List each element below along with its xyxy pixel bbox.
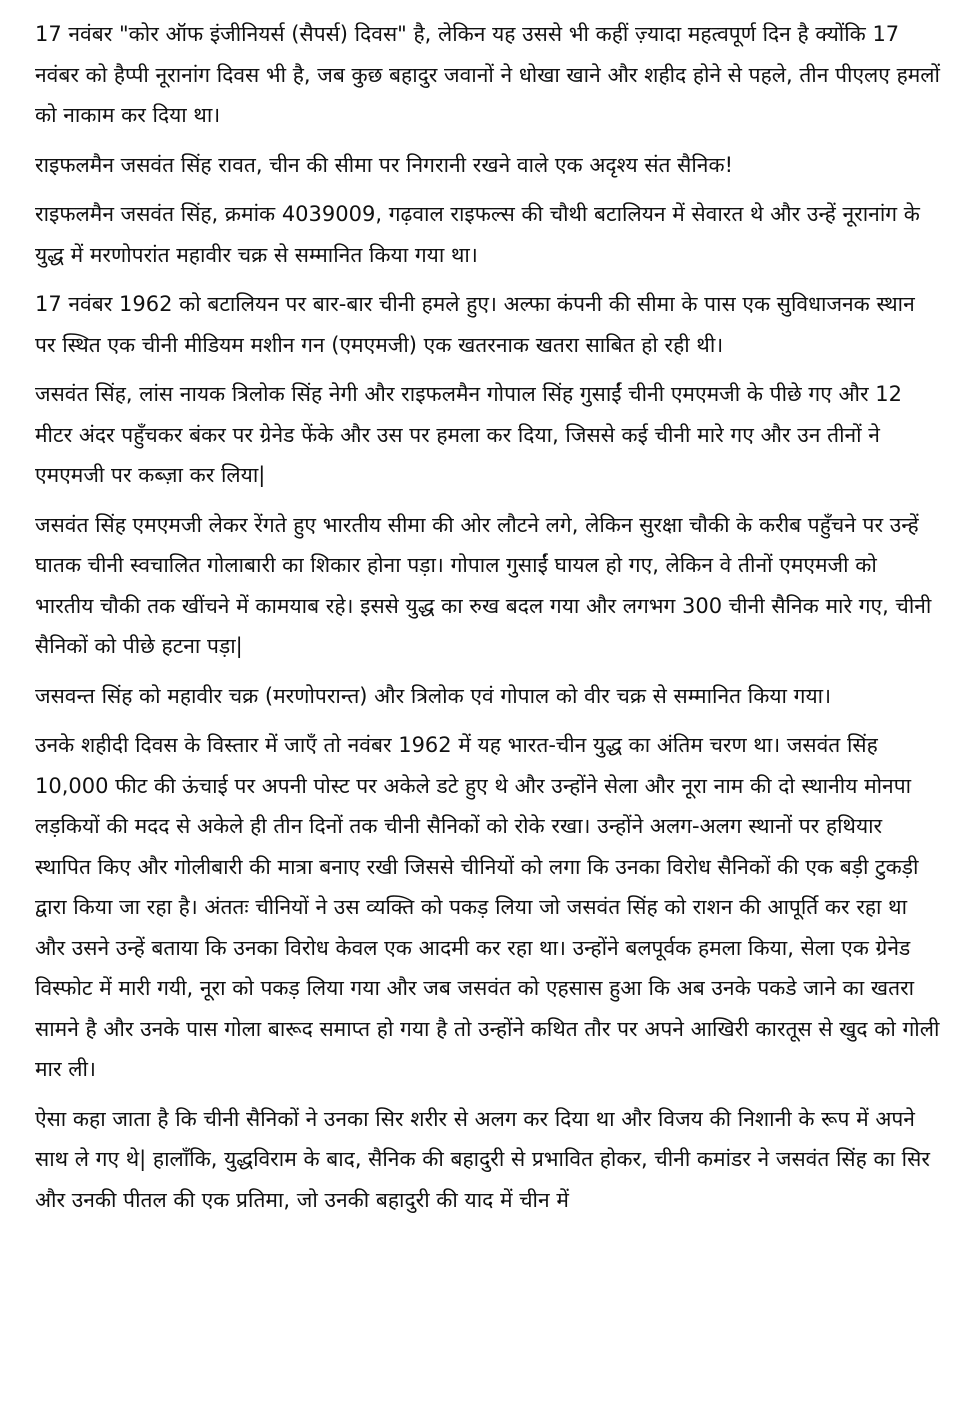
- paragraph-3: राइफलमैन जसवंत सिंह, क्रमांक 4039009, गढ़वाल राइफल्स की चौथी बटालियन में सेवारत थे और उन्हें नूरानांग के युद्ध में मरणोपरांत महावीर चक्र से सम्मानित किया गया था।: [35, 202, 920, 267]
- paragraph-6: जसवंत सिंह एमएमजी लेकर रेंगते हुए भारतीय सीमा की ओर लौटने लगे, लेकिन सुरक्षा चौकी के करीब पहुँचने पर उन्हें घातक चीनी स्वचालित गोलाबारी का शिकार होना पड़ा। गोपाल गुसाईं घायल हो गए, लेकिन वे तीनों एमएमजी को भारतीय चौकी तक खींचने में कामयाब रहे। इससे युद्ध का रुख बदल गया और लगभग 300 चीनी सैनिक मारे गए, चीनी सैनिकों को पीछे हटना पड़ा|: [35, 512, 932, 658]
- paragraph-9: ऐसा कहा जाता है कि चीनी सैनिकों ने उनका सिर शरीर से अलग कर दिया था और विजय की निशानी के रूप में अपने साथ ले गए थे| हालाँकि, युद्धविराम के बाद, सैनिक की बहादुरी से प्रभावित होकर, चीनी कमांडर ने जसवंत सिंह का सिर और उनकी पीतल की एक प्रतिमा, जो उनकी बहादुरी की याद में चीन में: [35, 1106, 930, 1212]
- paragraph-7: जसवन्त सिंह को महावीर चक्र (मरणोपरान्त) और त्रिलोक एवं गोपाल को वीर चक्र से सम्मानित किया गया।: [35, 683, 832, 708]
- paragraph-8: उनके शहीदी दिवस के विस्तार में जाएँ तो नवंबर 1962 में यह भारत-चीन युद्ध का अंतिम चरण था। जसवंत सिंह 10,000 फीट की ऊंचाई पर अपनी पोस्ट पर अकेले डटे हुए थे और उन्होंने सेला और नूरा नाम की दो स्थानीय मोनपा लड़कियों की मदद से अकेले ही तीन दिनों तक चीनी सैनिकों को रोके रखा। उन्होंने अलग-अलग स्थानों पर हथियार स्थापित किए और गोलीबारी की मात्रा बनाए रखी जिससे चीनियों को लगा कि उनका विरोध सैनिकों की एक बड़ी टुकड़ी द्वारा किया जा रहा है। अंततः चीनियों ने उस व्यक्ति को पकड़ लिया जो जसवंत सिंह को राशन की आपूर्ति कर रहा था और उसने उन्हें बताया कि उनका विरोध केवल एक आदमी कर रहा था। उन्होंने बलपूर्वक हमला किया, सेला एक ग्रेनेड विस्फोट में मारी गयी, नूरा को पकड़ लिया गया और जब जसवंत को एहसास हुआ कि अब उनके पकडे जाने का खतरा सामने है और उनके पास गोला बारूद समाप्त हो गया है तो उन्होंने कथित तौर पर अपने आखिरी कारतूस से खुद को गोली मार ली।: [35, 733, 940, 1081]
- document-body: [35, 14, 940, 1229]
- paragraph-2: राइफलमैन जसवंत सिंह रावत, चीन की सीमा पर निगरानी रखने वाले एक अदृश्य संत सैनिक!: [35, 152, 733, 177]
- paragraph-1: 17 नवंबर "कोर ऑफ इंजीनियर्स (सैपर्स) दिवस" है, लेकिन यह उससे भी कहीं ज़्यादा महत्वपूर्ण दिन है क्योंकि 17 नवंबर को हैप्पी नूरानांग दिवस भी है, जब कुछ बहादुर जवानों ने धोखा खाने और शहीद होने से पहले, तीन पीएलए हमलों को नाकाम कर दिया था।: [35, 22, 940, 127]
- paragraph-5: जसवंत सिंह, लांस नायक त्रिलोक सिंह नेगी और राइफलमैन गोपाल सिंह गुसाईं चीनी एमएमजी के पीछे गए और 12 मीटर अंदर पहुँचकर बंकर पर ग्रेनेड फेंके और उस पर हमला कर दिया, जिससे कई चीनी मारे गए और उन तीनों ने एमएमजी पर कब्ज़ा कर लिया|: [35, 382, 903, 487]
- paragraph-4: 17 नवंबर 1962 को बटालियन पर बार-बार चीनी हमले हुए। अल्फा कंपनी की सीमा के पास एक सुविधाजनक स्थान पर स्थित एक चीनी मीडियम मशीन गन (एमएमजी) एक खतरनाक खतरा साबित हो रही थी।: [35, 292, 915, 357]
